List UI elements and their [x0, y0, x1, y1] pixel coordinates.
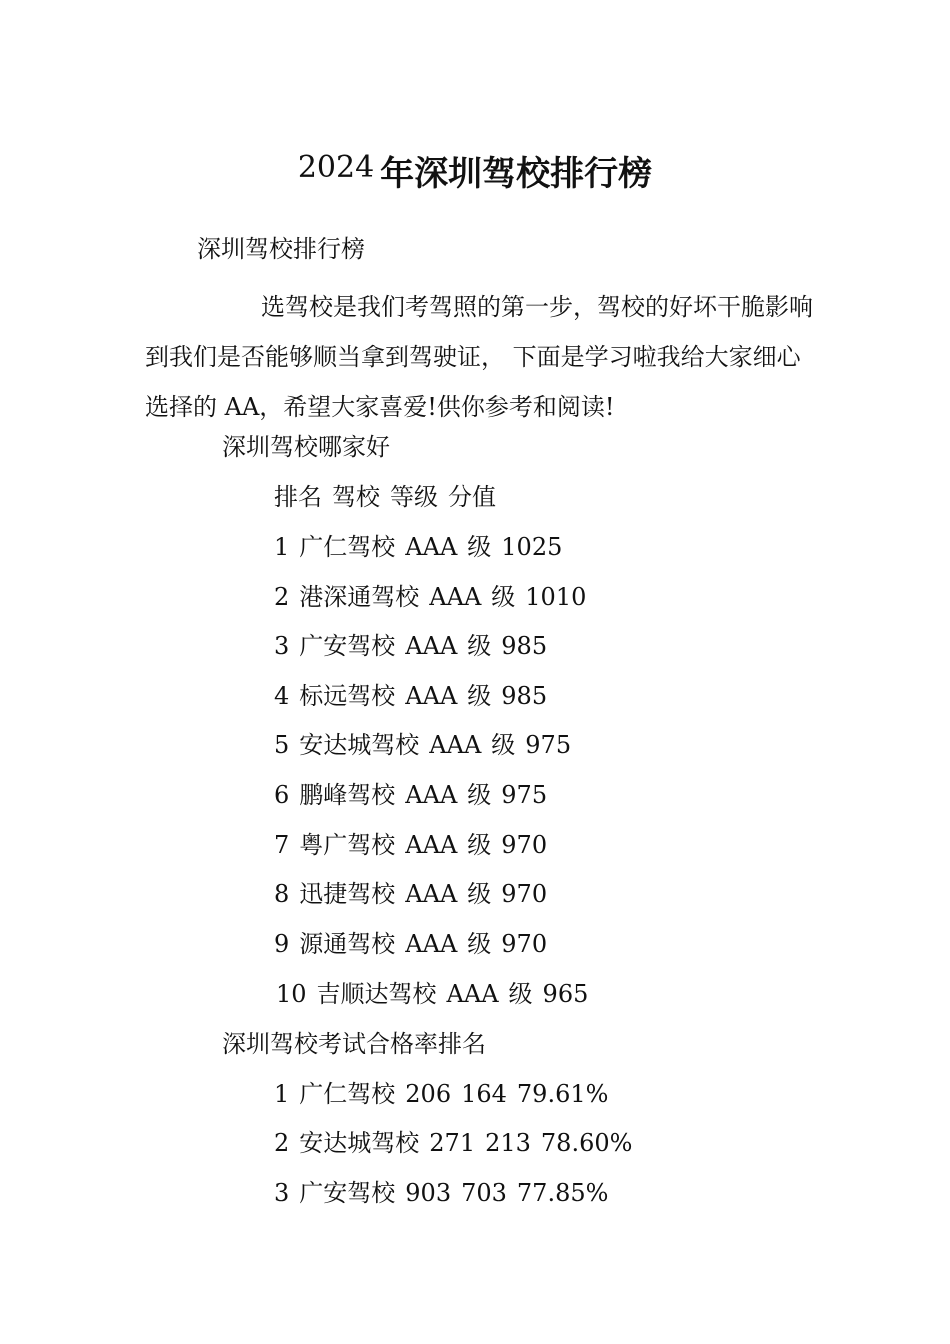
- header-cell: 等级: [390, 483, 438, 511]
- pass-rate-cell: 79.61%: [516, 1080, 609, 1108]
- table-row: [274, 926, 547, 962]
- score-cell: 975: [525, 731, 572, 759]
- title-main: 年深圳驾校排行榜: [380, 154, 653, 194]
- table-row: [274, 777, 547, 813]
- grade-cell: AAA: [446, 980, 499, 1008]
- score-cell: 970: [501, 831, 548, 859]
- rank-cell: 1: [274, 1080, 290, 1108]
- header-cell: 分值: [448, 483, 496, 511]
- grade-cell: AAA: [405, 930, 458, 958]
- school-cell: 标远驾校: [299, 682, 396, 710]
- applicants-cell: 271: [429, 1129, 476, 1157]
- school-cell: 安达城驾校: [299, 1129, 420, 1157]
- rank-cell: 10: [276, 980, 307, 1008]
- page-title: [0, 138, 950, 204]
- school-cell: 广安驾校: [299, 632, 396, 660]
- score-cell: 1010: [525, 583, 587, 611]
- score-cell: 965: [542, 980, 589, 1008]
- table-row: [274, 727, 571, 763]
- rank-cell: 4: [274, 682, 290, 710]
- table-row: [276, 976, 588, 1012]
- score-cell: 970: [501, 930, 548, 958]
- grade-unit-cell: 级: [467, 930, 492, 958]
- rank-cell: 7: [274, 831, 290, 859]
- rank-cell: 2: [274, 583, 290, 611]
- section2-heading: 深圳驾校考试合格率排名: [222, 1030, 486, 1058]
- grade-cell: AAA: [405, 632, 458, 660]
- applicants-cell: 206: [405, 1080, 452, 1108]
- passed-cell: 703: [461, 1179, 507, 1207]
- grade-cell: AAA: [429, 583, 482, 611]
- passed-cell: 213: [485, 1129, 531, 1157]
- pass-rate-cell: 77.85%: [516, 1179, 609, 1207]
- rank-cell: 8: [274, 880, 290, 908]
- section1-heading: 深圳驾校哪家好: [222, 433, 390, 461]
- table-row: [274, 678, 547, 714]
- subtitle: 深圳驾校排行榜: [197, 235, 365, 263]
- pass-rate-cell: 78.60%: [540, 1129, 633, 1157]
- grade-unit-cell: 级: [467, 533, 492, 561]
- table-row: [274, 529, 562, 565]
- score-cell: 975: [501, 781, 548, 809]
- table-row: [274, 579, 586, 615]
- rank-cell: 3: [274, 632, 290, 660]
- grade-unit-cell: 级: [467, 682, 492, 710]
- rank-cell: 2: [274, 1129, 290, 1157]
- grade-unit-cell: 级: [491, 583, 516, 611]
- school-cell: 广仁驾校: [299, 533, 396, 561]
- table-row: [274, 827, 547, 863]
- school-cell: 安达城驾校: [299, 731, 420, 759]
- grade-cell: AAA: [405, 880, 458, 908]
- table-row: [274, 1175, 608, 1211]
- grade-unit-cell: 级: [491, 731, 516, 759]
- title-year: 2024: [297, 150, 375, 185]
- grade-unit-cell: 级: [508, 980, 533, 1008]
- school-cell: 吉顺达驾校: [316, 980, 437, 1008]
- table-row: [274, 1125, 632, 1161]
- table-row: [274, 876, 547, 912]
- school-cell: 广仁驾校: [299, 1080, 396, 1108]
- applicants-cell: 903: [405, 1179, 452, 1207]
- rank-cell: 1: [274, 533, 290, 561]
- score-cell: 985: [501, 632, 548, 660]
- grade-cell: AAA: [429, 731, 482, 759]
- school-cell: 鹏峰驾校: [299, 781, 396, 809]
- school-cell: 迅捷驾校: [299, 880, 396, 908]
- grade-cell: AAA: [405, 831, 458, 859]
- grade-unit-cell: 级: [467, 831, 492, 859]
- rank-cell: 9: [274, 930, 290, 958]
- grade-unit-cell: 级: [467, 781, 492, 809]
- table-row: [274, 1076, 608, 1112]
- passed-cell: 164: [461, 1080, 507, 1108]
- grade-unit-cell: 级: [467, 880, 492, 908]
- grade-cell: AAA: [405, 533, 458, 561]
- rank-cell: 3: [274, 1179, 290, 1207]
- rank-cell: 6: [274, 781, 290, 809]
- grade-cell: AAA: [405, 682, 458, 710]
- intro-paragraph: [145, 282, 815, 432]
- score-cell: 985: [501, 682, 548, 710]
- score-cell: 970: [501, 880, 548, 908]
- rank-cell: 5: [274, 731, 290, 759]
- school-cell: 源通驾校: [299, 930, 396, 958]
- school-cell: 广安驾校: [299, 1179, 396, 1207]
- intro-text: 选驾校是我们考驾照的第一步，驾校的好坏干脆影响到我们是否能够顺当拿到驾驶证， 下面是学习啦我给大家细心选择的 AA，希望大家喜爱!供你参考和阅读!: [145, 293, 813, 421]
- grade-unit-cell: 级: [467, 632, 492, 660]
- header-cell: 排名: [274, 483, 322, 511]
- school-cell: 粤广驾校: [299, 831, 396, 859]
- school-cell: 港深通驾校: [299, 583, 420, 611]
- score-cell: 1025: [501, 533, 563, 561]
- header-cell: 驾校: [332, 483, 380, 511]
- table-row: [274, 628, 547, 664]
- grade-cell: AAA: [405, 781, 458, 809]
- section1-header-row: [274, 479, 496, 515]
